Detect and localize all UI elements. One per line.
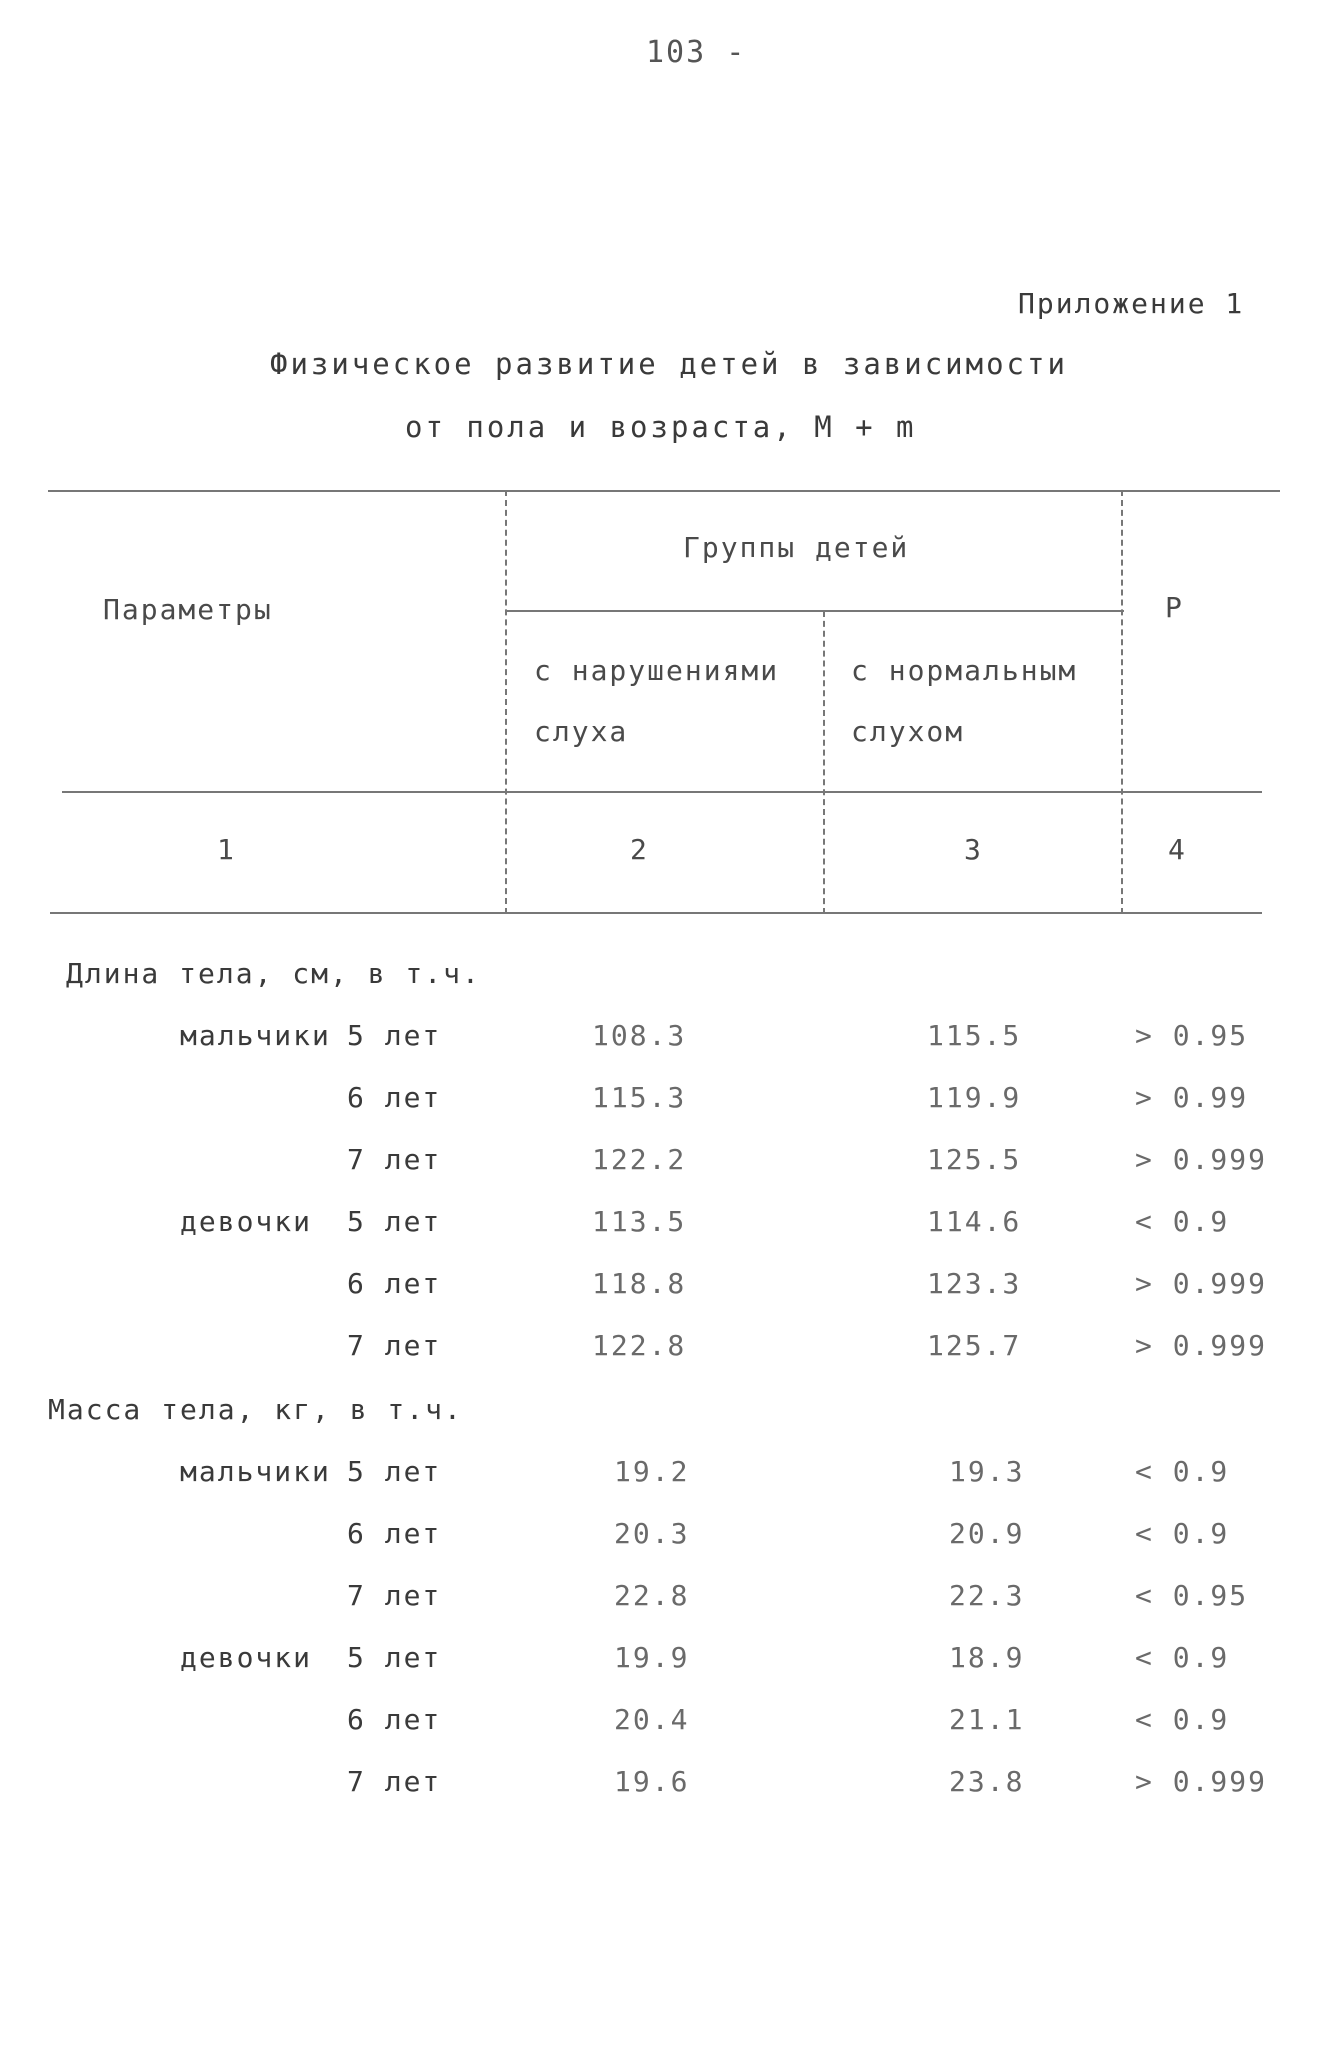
row-p-value: < 0.9 [1135, 1641, 1230, 1674]
row-impaired-value: 22.8 [614, 1579, 690, 1612]
row-normal-value: 23.8 [949, 1765, 1025, 1798]
row-sex: мальчики [180, 1019, 331, 1052]
row-normal-value: 21.1 [949, 1703, 1025, 1736]
row-p-value: > 0.95 [1135, 1019, 1249, 1052]
header-normal-line-2: слухом [851, 715, 965, 748]
row-age: 7 лет [347, 1765, 442, 1798]
row-impaired-value: 19.9 [614, 1641, 690, 1674]
row-p-value: > 0.999 [1135, 1267, 1268, 1300]
row-p-value: < 0.9 [1135, 1703, 1230, 1736]
header-parameters: Параметры [103, 593, 273, 626]
row-age: 6 лет [347, 1517, 442, 1550]
table-title-line-1: Физическое развитие детей в зависимости [270, 347, 1068, 381]
table-title-line-2: от пола и возраста, M + m [405, 410, 917, 444]
row-impaired-value: 122.2 [592, 1143, 687, 1176]
row-normal-value: 22.3 [949, 1579, 1025, 1612]
row-normal-value: 115.5 [927, 1019, 1022, 1052]
row-normal-value: 125.7 [927, 1329, 1022, 1362]
row-p-value: > 0.99 [1135, 1081, 1249, 1114]
header-impaired-line-2: слуха [534, 715, 629, 748]
column-number-3: 3 [964, 833, 983, 866]
row-impaired-value: 20.4 [614, 1703, 690, 1736]
row-normal-value: 123.3 [927, 1267, 1022, 1300]
row-age: 5 лет [347, 1455, 442, 1488]
column-number-4: 4 [1168, 833, 1187, 866]
appendix-label: Приложение 1 [1018, 287, 1245, 320]
column-number-2: 2 [630, 833, 649, 866]
section-title-body-length: Длина тела, см, в т.ч. [66, 957, 481, 990]
column-divider-3 [1121, 490, 1123, 914]
header-p: P [1165, 591, 1184, 624]
row-normal-value: 19.3 [949, 1455, 1025, 1488]
header-bottom-rule [62, 791, 1262, 793]
row-impaired-value: 20.3 [614, 1517, 690, 1550]
row-impaired-value: 113.5 [592, 1205, 687, 1238]
row-age: 6 лет [347, 1081, 442, 1114]
column-divider-1 [505, 490, 507, 914]
row-p-value: < 0.9 [1135, 1455, 1230, 1488]
row-p-value: > 0.999 [1135, 1329, 1268, 1362]
page-number: 103 - [646, 35, 747, 70]
row-impaired-value: 19.2 [614, 1455, 690, 1488]
row-impaired-value: 19.6 [614, 1765, 690, 1798]
row-p-value: < 0.9 [1135, 1205, 1230, 1238]
row-age: 5 лет [347, 1205, 442, 1238]
column-numbers-rule [50, 912, 1262, 914]
column-number-1: 1 [217, 833, 236, 866]
row-sex: девочки [180, 1641, 313, 1674]
row-p-value: > 0.999 [1135, 1765, 1268, 1798]
row-impaired-value: 118.8 [592, 1267, 687, 1300]
row-age: 5 лет [347, 1641, 442, 1674]
column-divider-2 [823, 611, 825, 914]
section-title-body-mass: Масса тела, кг, в т.ч. [48, 1393, 463, 1426]
groups-header-rule [506, 610, 1124, 612]
row-p-value: < 0.95 [1135, 1579, 1249, 1612]
row-age: 7 лет [347, 1579, 442, 1612]
table-top-rule [48, 490, 1280, 492]
row-p-value: > 0.999 [1135, 1143, 1268, 1176]
row-sex: девочки [180, 1205, 313, 1238]
row-age: 6 лет [347, 1267, 442, 1300]
row-normal-value: 20.9 [949, 1517, 1025, 1550]
row-age: 7 лет [347, 1329, 442, 1362]
header-impaired-line-1: с нарушениями [534, 654, 780, 687]
row-sex: мальчики [180, 1455, 331, 1488]
row-normal-value: 125.5 [927, 1143, 1022, 1176]
header-groups: Группы детей [683, 531, 910, 564]
row-normal-value: 18.9 [949, 1641, 1025, 1674]
row-normal-value: 119.9 [927, 1081, 1022, 1114]
row-age: 5 лет [347, 1019, 442, 1052]
row-impaired-value: 122.8 [592, 1329, 687, 1362]
row-age: 6 лет [347, 1703, 442, 1736]
row-impaired-value: 115.3 [592, 1081, 687, 1114]
header-normal-line-1: с нормальным [851, 654, 1078, 687]
row-p-value: < 0.9 [1135, 1517, 1230, 1550]
row-impaired-value: 108.3 [592, 1019, 687, 1052]
row-normal-value: 114.6 [927, 1205, 1022, 1238]
row-age: 7 лет [347, 1143, 442, 1176]
